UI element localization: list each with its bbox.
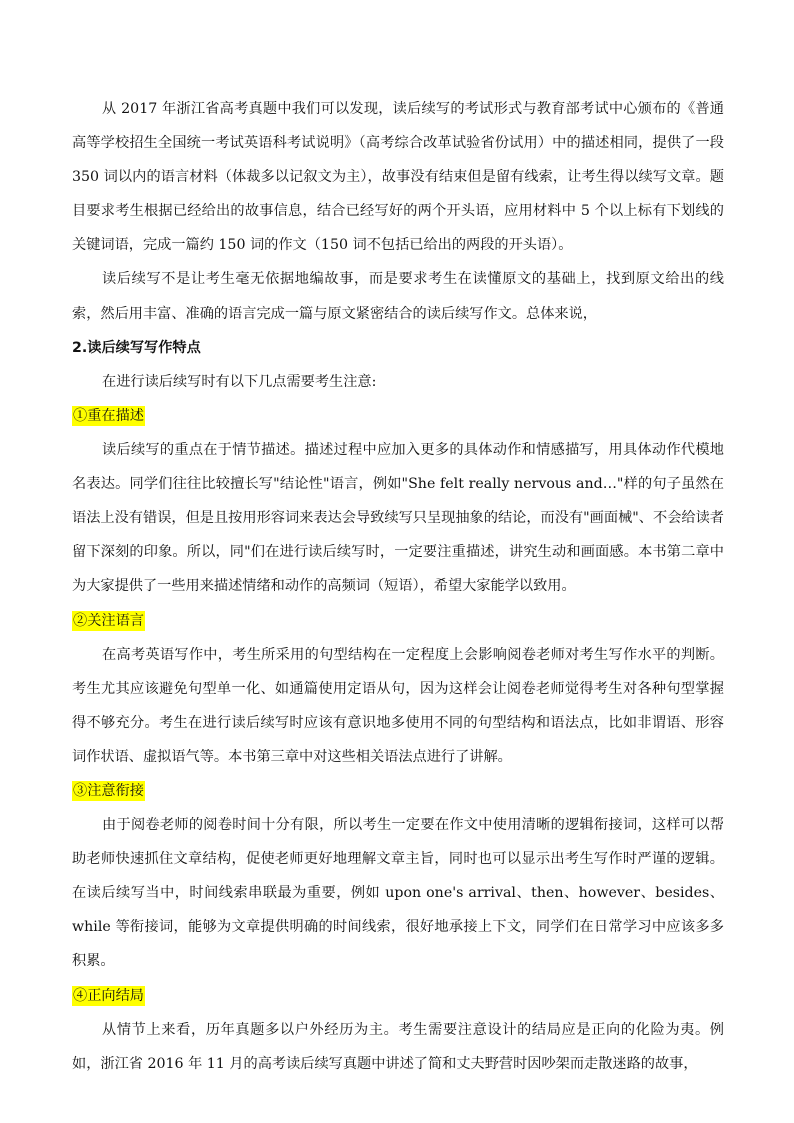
point-heading-description: ①重在描述 <box>73 408 144 425</box>
point-heading-row <box>72 603 724 637</box>
point-body-ending: 从情节上来看，历年真题多以户外经历为主。考生需要注意设计的结局应是正向的化险为夷。例如，浙江省 2016 年 11 月的高考读后续写真题中讲述了简和丈夫野营时因吵架而走散迷路的故事， <box>72 1021 724 1072</box>
point-heading-ending: ④正向结局 <box>73 987 144 1004</box>
point-heading-language: ②关注语言 <box>73 612 144 629</box>
intro-paragraph-1: 从 2017 年浙江省高考真题中我们可以发现，读后续写的考试形式与教育部考试中心颁布的《普通高等学校招生全国统一考试英语科考试说明》（高考综合改革试验省份试用）中的描述相同，提供了一段 350 词以内的语言材料（体裁多以记叙文为主），故事没有结束但是留有线索，让考生得以续写文章。题目要求考生根据已经给出的故事信息，结合已经写好的两个开头语，应用材料中 5 个以上标有下划线的关键词语，完成一篇约 150 词的作文（150 词不包括已给出的两段的开头语）。 <box>72 101 724 254</box>
intro-paragraph-2: 读后续写不是让考生毫无依据地编故事，而是要求考生在读懂原文的基础上，找到原文给出的线索，然后用丰富、准确的语言完成一篇与原文紧密结合的读后续写作文。总体来说， <box>72 271 724 322</box>
section-title: 2.读后续写写作特点 <box>72 339 201 356</box>
point-heading-cohesion: ③注意衔接 <box>73 783 144 800</box>
point-heading-row <box>72 774 724 808</box>
point-heading-row <box>72 399 724 433</box>
section-intro: 在进行读后续写时有以下几点需要考生注意: <box>102 373 377 390</box>
document-page <box>72 92 724 1081</box>
point-heading-row <box>72 978 724 1012</box>
point-body-language: 在高考英语写作中，考生所采用的句型结构在一定程度上会影响阅卷老师对考生写作水平的判断。考生尤其应该避免句型单一化、如通篇使用定语从句，因为这样会让阅卷老师觉得考生对各种句型掌握得不够充分。考生在进行读后续写时应该有意识地多使用不同的句型结构和语法点，比如非谓语、形容词作状语、虚拟语气等。本书第三章中对这些相关语法点进行了讲解。 <box>72 646 724 765</box>
point-body-cohesion: 由于阅卷老师的阅卷时间十分有限，所以考生一定要在作文中使用清晰的逻辑衔接词，这样可以帮助老师快速抓住文章结构，促使老师更好地理解文章主旨，同时也可以显示出考生写作时严谨的逻辑。在读后续写当中，时间线索串联最为重要，例如 upon one's arrival、then、however、besides、while 等衔接词，能够为文章提供明确的时间线索，很好地承接上下文，同学们在日常学习中应该多多积累。 <box>72 816 724 970</box>
point-body-description: 读后续写的重点在于情节描述。描述过程中应加入更多的具体动作和情感描写，用具体动作代模地名表达。同学们往往比较擅长写"结论性"语言，例如"She felt really nervous and…"样的句子虽然在语法上没有错误，但是且按用形容词来表达会导致续写只呈现抽象的结论，而没有"画面械"、不会给读者留下深刻的印象。所以，同"们在进行读后续写时，一定要注重描述，讲究生动和画面感。本书第二章中为大家提供了一些用来描述情绪和动作的高频词（短语），希望大家能学以致用。 <box>72 441 724 595</box>
